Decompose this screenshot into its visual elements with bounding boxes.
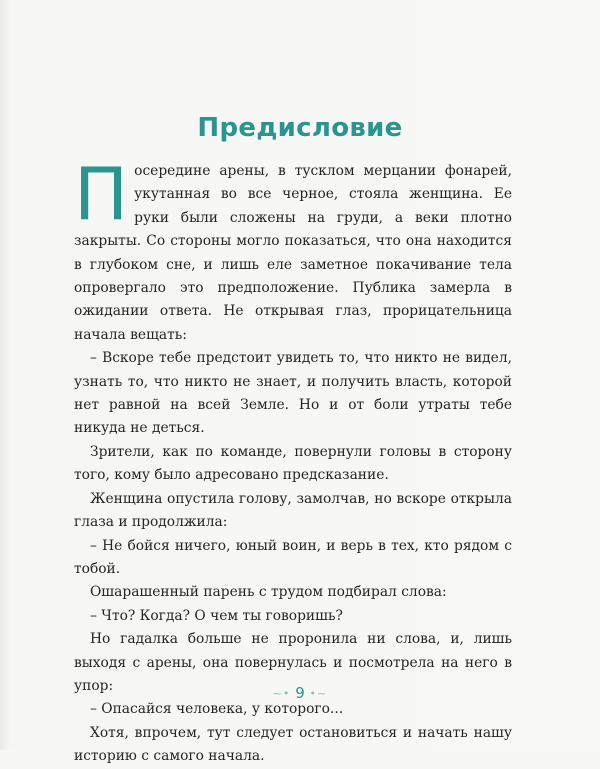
chapter-title: Предисловие xyxy=(197,113,403,143)
ornament-left-icon: ~• xyxy=(272,687,291,700)
ornament-right-icon: •~ xyxy=(309,687,328,700)
drop-cap: П xyxy=(74,152,129,236)
page-number-footer xyxy=(0,684,600,702)
chapter-body xyxy=(74,152,512,769)
first-paragraph xyxy=(74,152,512,347)
paragraph-prophecy: – Вскоре тебе предстоит увидеть то, что никто не видел, узнать то, что никто не знает, и получить власть, которой нет равной на всей Земле. Но и от боли утраты тебе никуда не деться. xyxy=(74,350,512,437)
paragraph-questions: – Что? Когда? О чем ты говоришь? xyxy=(90,607,343,624)
paragraph-fortune-teller: Но гадалка больше не проронила ни слова, и, лишь выходя с арены, она повернулась и посмотрела на него в упор: xyxy=(74,631,512,694)
paragraph-audience: Зрители, как по команде, повернули головы в сторону того, кому было адресовано предсказание. xyxy=(74,443,512,484)
first-paragraph-text: осередине арены, в тусклом мерцании фонарей, укутанная во все черное, стояла женщина. Ее руки были сложены на груди, а веки плотно закрыты. Со стороны могло показаться, что она находится в глубоком сне, и лишь еле заметное покачивание тела опровергало это предположение. Публика замерла в ожидании ответа. Не открывая глаз, прорицательница начала вещать: xyxy=(74,163,512,343)
paragraph-dont-fear: – Не бойся ничего, юный воин, и верь в тех, кто рядом с тобой. xyxy=(74,537,512,577)
page-number: 9 xyxy=(295,684,305,702)
paragraph-woman: Женщина опустила голову, замолчав, но вскоре открыла глаза и продолжила: xyxy=(74,490,512,531)
paragraph-beware: – Опасайся человека, у которого... xyxy=(90,701,344,718)
paragraph-ending: Хотя, впрочем, тут следует остановиться и начать нашу историю с самого начала. xyxy=(74,724,512,765)
paragraph-stunned: Ошарашенный парень с трудом подбирал слова: xyxy=(90,584,447,601)
